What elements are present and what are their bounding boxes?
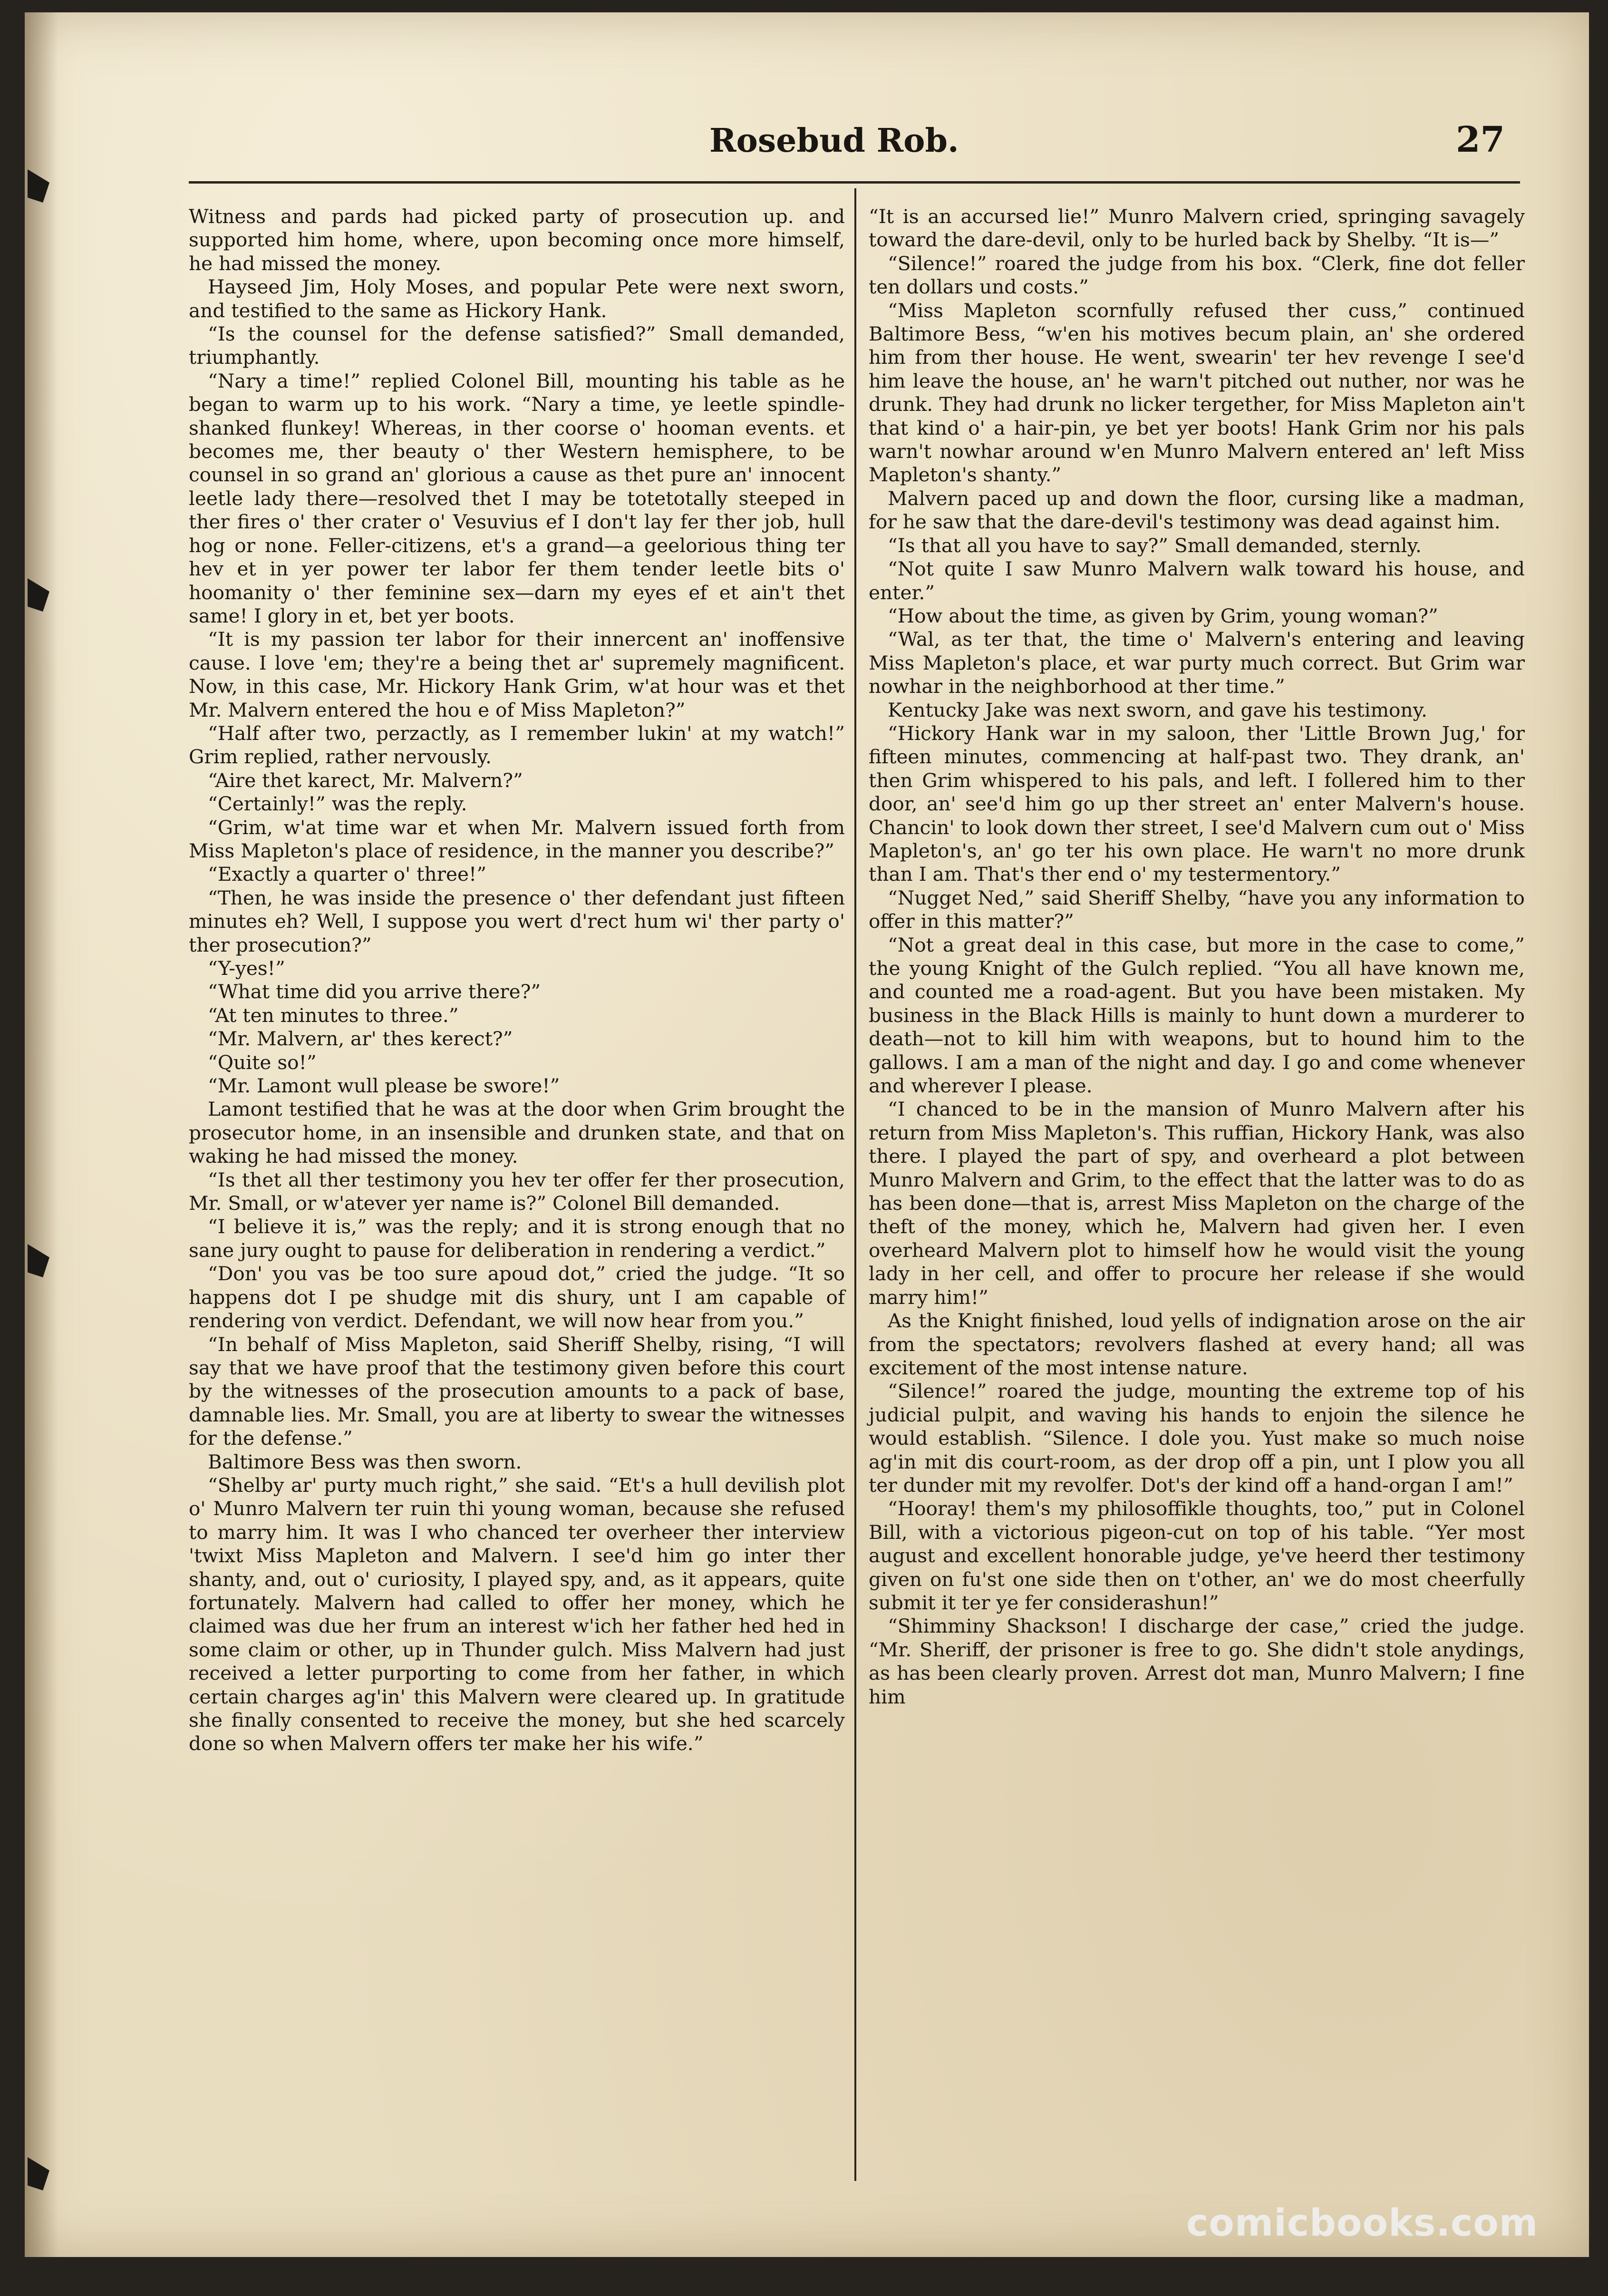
- paragraph: “Hickory Hank war in my saloon, ther 'Little Brown Jug,' for fifteen minutes, commencing at half-past two. They drank, an' then Grim whispered to his pals, and left. I follered him to ther door, an' see'd him go up ther street an' enter Malvern's house. Chancin' to look down ther street, I see'd Malvern cum out o' Miss Mapleton's, an' go ter his own place. He warn't no more drunk than I am. That's ther end o' my testermentory.”: [869, 721, 1525, 886]
- paragraph: As the Knight finished, loud yells of indignation arose on the air from the spectators; revolvers flashed at every hand; all was excitement of the most intense nature.: [869, 1309, 1525, 1379]
- text-column-right: [869, 205, 1525, 1709]
- paragraph: “Don' you vas be too sure apoud dot,” cried the judge. “It so happens dot I pe shudge mit dis shury, unt I am capable of rendering von verdict. Defendant, we will now hear from you.”: [189, 1262, 845, 1333]
- column-divider: [854, 188, 856, 2181]
- book-page: [25, 12, 1589, 2257]
- paragraph: “Mr. Malvern, ar' thes kerect?”: [208, 1027, 513, 1051]
- paragraph: “I chanced to be in the mansion of Munro Malvern after his return from Miss Mapleton's. This ruffian, Hickory Hank, was also there. I played the part of spy, and overheard a plot between Munro Malvern and Grim, to the effect that the latter was to do as has been done—that is, arrest Miss Mapleton on the charge of the theft of the money, which he, Malvern had given her. I even overheard Malvern plot to himself how he would visit the young lady in her cell, and offer to procure her release if she would marry him!”: [869, 1098, 1525, 1309]
- paragraph: “Quite so!”: [208, 1051, 317, 1074]
- paragraph: “It is my passion ter labor for their innercent an' inoffensive cause. I love 'em; they're a being thet ar' supremely magnificent. Now, in this case, Mr. Hickory Hank Grim, w'at hour was et thet Mr. Malvern entered the hou e of Miss Mapleton?”: [189, 628, 845, 721]
- paragraph: “Hooray! them's my philosoffikle thoughts, too,” put in Colonel Bill, with a victorious pigeon-cut on top of his table. “Yer most august and excellent honorable judge, ye've heerd ther testimony given on fu'st one side then on t'other, an' we do most cheerfully submit it ter ye fer considerashun!”: [869, 1497, 1525, 1614]
- paragraph: Malvern paced up and down the floor, cursing like a madman, for he saw that the dare-devil's testimony was dead against him.: [869, 486, 1525, 534]
- paragraph: Hayseed Jim, Holy Moses, and popular Pete were next sworn, and testified to the same as Hickory Hank.: [189, 275, 845, 322]
- paragraph: “Wal, as ter that, the time o' Malvern's entering and leaving Miss Mapleton's place, et war purty much correct. But Grim war nowhar in the neighborhood at ther time.”: [869, 628, 1525, 698]
- paragraph: “Silence!” roared the judge, mounting the extreme top of his judicial pulpit, and waving his hands to enjoin the silence he would establish. “Silence. I dole you. Yust make so much noise ag'in mit dis court-room, as der drop off a pin, unt I plow you all ter dunder mit my revolfer. Dot's der kind off a hand-organ I am!”: [869, 1380, 1525, 1497]
- paragraph: Lamont testified that he was at the door when Grim brought the prosecutor home, in an insensible and drunken state, and that on waking he had missed the money.: [189, 1098, 845, 1168]
- paragraph: “Shimminy Shackson! I discharge der case,” cried the judge. “Mr. Sheriff, der prisoner is free to go. She didn't stole anydings, as has been clearly proven. Arrest dot man, Munro Malvern; I fine him: [869, 1615, 1525, 1708]
- paragraph: “I believe it is,” was the reply; and it is strong enough that no sane jury ought to pause for deliberation in rendering a verdict.”: [189, 1215, 845, 1262]
- header-rule: [189, 181, 1520, 184]
- page-number: 27: [1456, 119, 1505, 160]
- paragraph: Kentucky Jake was next sworn, and gave his testimony.: [888, 698, 1428, 721]
- page-gutter-shadow: [25, 12, 58, 2257]
- paragraph: Baltimore Bess was then sworn.: [208, 1450, 522, 1473]
- paragraph: “Miss Mapleton scornfully refused ther cuss,” continued Baltimore Bess, “w'en his motives becum plain, an' she ordered him from ther house. He went, swearin' ter hev revenge I see'd him leave the house, an' he warn't pitched out nuther, nor was he drunk. They had drunk no licker tergether, for Miss Mapleton ain't that kind o' a hair-pin, ye bet yer boots! Hank Grim nor his pals warn't nowhar around w'en Munro Malvern entered an' left Miss Mapleton's shanty.”: [869, 299, 1525, 486]
- paragraph: “At ten minutes to three.”: [208, 1003, 459, 1027]
- paragraph: “Grim, w'at time war et when Mr. Malvern issued forth from Miss Mapleton's place of residence, in the manner you describe?”: [189, 816, 845, 862]
- paragraph: “Is thet all ther testimony you hev ter offer fer ther prosecution, Mr. Small, or w'atever yer name is?” Colonel Bill demanded.: [189, 1168, 845, 1215]
- paragraph: “Nugget Ned,” said Sheriff Shelby, “have you any information to offer in this matter?”: [869, 886, 1525, 933]
- paragraph: “Is the counsel for the defense satisfied?” Small demanded, triumphantly.: [189, 322, 845, 369]
- paragraph: “Then, he was inside the presence o' ther defendant just fifteen minutes eh? Well, I suppose you wert d'rect hum wi' ther party o' ther prosecution?”: [189, 886, 845, 956]
- paragraph: “Not quite I saw Munro Malvern walk toward his house, and enter.”: [869, 557, 1525, 604]
- paragraph: “Silence!” roared the judge from his box. “Clerk, fine dot feller ten dollars und costs.”: [869, 252, 1525, 299]
- paragraph: “Not a great deal in this case, but more in the case to come,” the young Knight of the Gulch replied. “You all have known me, and counted me a road-agent. But you have been mistaken. My business in the Black Hills is mainly to hunt down a murderer to death—not to kill him with weapons, but to hound him to the gallows. I am a man of the night and day. I go and come whenever and wherever I please.: [869, 933, 1525, 1098]
- paragraph: “Aire thet karect, Mr. Malvern?”: [208, 769, 523, 792]
- paragraph: “Y-yes!”: [208, 957, 285, 980]
- text-column-left: [189, 205, 845, 1756]
- paragraph: “It is an accursed lie!” Munro Malvern cried, springing savagely toward the dare-devil, only to be hurled back by Shelby. “It is—”: [869, 205, 1525, 252]
- paragraph: “Shelby ar' purty much right,” she said. “Et's a hull devilish plot o' Munro Malvern ter ruin thi young woman, because she refused to marry him. It was I who chanced ter overheer ther interview 'twixt Miss Mapleton and Malvern. I see'd him go inter ther shanty, and, out o' curiosity, I played spy, and, as it appears, quite fortunately. Malvern had called to offer her money, which he claimed was due her frum an interest w'ich her father hed hed in some claim or other, up in Thunder gulch. Miss Malvern had just received a letter purporting to come from her father, in which certain charges ag'in' this Malvern were cleared up. In gratitude she finally consented to receive the money, but she hed scarcely done so when Malvern offers ter make her his wife.”: [189, 1473, 845, 1755]
- paragraph: “Nary a time!” replied Colonel Bill, mounting his table as he began to warm up to his work. “Nary a time, ye leetle spindle-shanked flunkey! Whereas, in ther coorse o' hooman events. et becomes me, ther beauty o' ther Western hemisphere, to be counsel in so grand an' glorious a cause as thet pure an' innocent leetle lady there—resolved thet I may be totetotally steeped in ther fires o' ther crater o' Vesuvius ef I don't lay fer ther job, hull hog or none. Feller-citizens, et's a grand—a geelorious thing ter hev et in yer power ter labor fer them tender leetle bits o' hoomanity o' ther feminine sex—darn my eyes ef et ain't thet same! I glory in et, bet yer boots.: [189, 369, 845, 627]
- paragraph: “How about the time, as given by Grim, young woman?”: [888, 604, 1438, 627]
- running-header-title: Rosebud Rob.: [709, 122, 959, 160]
- paragraph: “In behalf of Miss Mapleton, said Sheriff Shelby, rising, “I will say that we have proof that the testimony given before this court by the witnesses of the prosecution amounts to a pack of base, damnable lies. Mr. Small, you are at liberty to swear the witnesses for the defense.”: [189, 1333, 845, 1450]
- paragraph: “Exactly a quarter o' three!”: [208, 863, 487, 886]
- paragraph: “Half after two, perzactly, as I remember lukin' at my watch!” Grim replied, rather nervously.: [189, 721, 845, 769]
- paragraph: “Is that all you have to say?” Small demanded, sternly.: [888, 534, 1422, 557]
- paragraph: “What time did you arrive there?”: [208, 980, 541, 1003]
- paragraph: “Certainly!” was the reply.: [208, 792, 467, 816]
- watermark: comicbooks.com: [1186, 2202, 1539, 2245]
- paragraph: Witness and pards had picked party of prosecution up. and supported him home, where, upon becoming once more himself, he had missed the money.: [189, 205, 845, 275]
- paragraph: “Mr. Lamont wull please be swore!”: [208, 1074, 560, 1098]
